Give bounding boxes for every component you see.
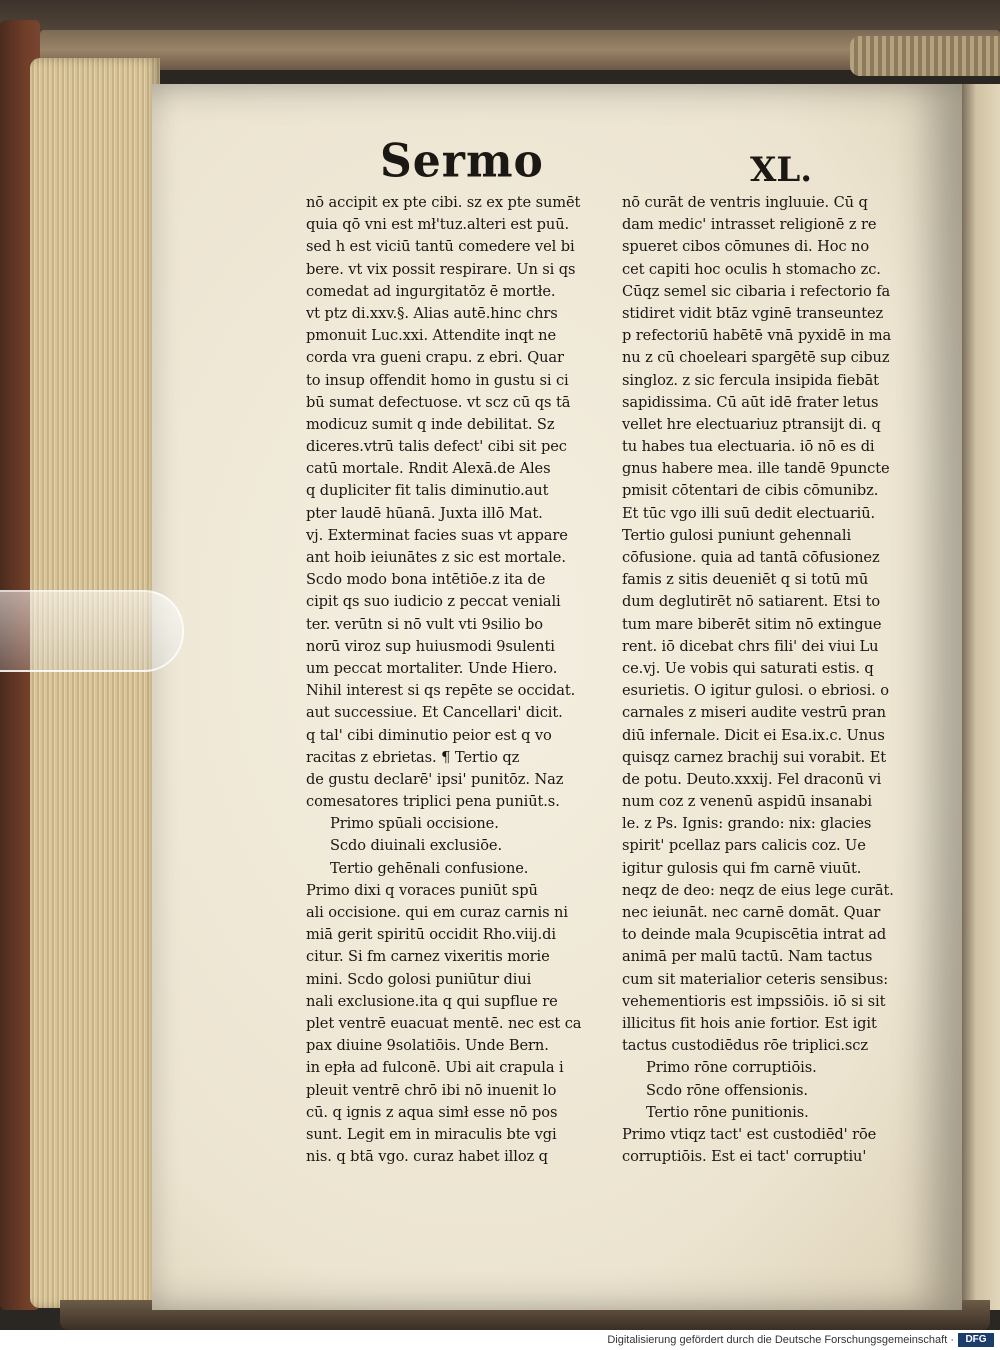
right-column-text-line: spueret cibos cōmunes di. Hoc no <box>622 238 870 256</box>
left-column-text-line: nali exclusione.ita q qui supflue re <box>306 992 558 1010</box>
left-column-text-line: in epła ad fulconē. Ubi ait crapula i <box>306 1059 564 1077</box>
right-column-text-line: corruptiōis. Est ei tact' corruptiu' <box>622 1148 867 1166</box>
right-column-text-line: Tertio rōne punitionis. <box>646 1103 809 1121</box>
right-column-text-line: p refectoriū habētē vnā pyxidē in ma <box>622 327 892 345</box>
left-column-text-line: pter laudē hūanā. Juxta illō Mat. <box>306 504 543 522</box>
right-column-text-line: rent. iō dicebat chrs fili' dei viui Lu <box>622 637 879 655</box>
left-column-text-line: vt ptz di.xxv.§. Alias autē.hinc chrs <box>306 304 558 322</box>
right-column-text-line: ce.vj. Ue vobis qui saturati estis. q <box>622 659 874 677</box>
left-column-text-line: Scdo modo bona intētiōe.z ita de <box>306 571 546 589</box>
left-column-text-line: nō accipit ex pte cibi. sz ex pte sumēt <box>306 194 581 211</box>
right-column-text-line: famis z sitis deueniēt q si totū mū <box>622 571 869 589</box>
right-column-text-line: singloz. z sic fercula insipida fiebāt <box>622 371 879 389</box>
right-column-text-line: cum sit materialior ceteris sensibus: <box>622 970 889 988</box>
left-column-text-line: ant hoib ieiunātes z sic est mortale. <box>306 549 566 566</box>
page-stack-edge <box>30 58 160 1308</box>
left-column-text-line: Primo spūali occisione. <box>330 815 499 833</box>
left-column-text-line: corda vra gueni crapu. z ebri. Quar <box>306 349 564 367</box>
left-column-text-line: pmonuit Luc.xxi. Attendite inqt ne <box>306 327 556 345</box>
left-column-text-line: Tertio gehēnali confusione. <box>330 859 529 877</box>
right-column-text-line: num coz z venenū aspidū insanabi <box>622 793 872 811</box>
running-head-title: Sermo <box>380 134 544 189</box>
left-column-text-line: citur. Si fm carnez vixeritis morie <box>306 948 550 966</box>
right-column-text-line: neqz de deo: neqz de eius lege curāt. <box>622 881 894 899</box>
left-column-text-line: ali occisione. qui em curaz carnis ni <box>306 904 568 921</box>
left-column-text-line: cū. q ignis z aqua simł esse nō pos <box>306 1103 558 1121</box>
right-column-text-line: carnales z miseri audite vestrū pran <box>622 704 886 722</box>
left-column-text-line: um peccat mortaliter. Unde Hiero. <box>306 659 558 677</box>
right-column-text-line: gnus habere mea. ille tandē 9puncte <box>622 460 890 478</box>
right-column-text-line: Scdo rōne offensionis. <box>646 1081 808 1099</box>
left-column-text-line: norū viroz sup huiusmodi 9sulenti <box>306 637 555 655</box>
right-column-text-line: nu z cū choeleari spargētē sup cibuz <box>622 349 890 367</box>
left-column-text-line: sed h est viciū tantū comedere vel bi <box>306 238 575 256</box>
left-column-text-line: Primo dixi q voraces puniūt spū <box>306 881 538 899</box>
dfg-logo: DFG <box>958 1333 994 1347</box>
left-column-text-line: mini. Scdo golosi puniūtur diui <box>306 970 532 988</box>
right-column-text-line: sapidissima. Cū aūt idē frater letus <box>622 393 879 411</box>
facing-page-edge <box>960 84 1000 1310</box>
left-column-text-line: racitas z ebrietas. ¶ Tertio qz <box>306 748 520 766</box>
left-column-text-line: quia qō vni est mł'tuz.alteri est puū. <box>306 216 570 234</box>
left-column-text-line: q dupliciter fit talis diminutio.aut <box>306 482 549 500</box>
right-column-text-line: esurietis. O igitur gulosi. o ebriosi. o <box>622 682 889 700</box>
right-column-text-line: vehementioris est impssiōis. iō si sit <box>622 992 886 1010</box>
right-column-text-line: quisqz carnez brachij sui vorabit. Et <box>622 748 887 766</box>
right-column-text-line: tum mare biberēt sitim nō extingue <box>622 615 882 633</box>
left-column-text-line: q tal' cibi diminutio peior est q vo <box>306 726 552 744</box>
left-column-text-line: ter. verūtn si nō vult vti 9silio bo <box>306 615 543 633</box>
right-column-text-line: tu habes tua electuaria. iō nō es di <box>622 438 875 456</box>
left-column-text-line: comesatores triplici pena puniūt.s. <box>306 793 560 811</box>
left-column-text-line: pleuit ventrē chrō ibi nō inuenit lo <box>306 1081 557 1099</box>
page-clamp <box>0 590 184 672</box>
folio-number: XL. <box>750 150 813 190</box>
left-column-text-line: pax diuine 9solatiōis. Unde Bern. <box>306 1037 549 1055</box>
right-column-text-line: pmisit cōtentari de cibis cōmunibz. <box>622 482 879 500</box>
right-column-text-line: Primo vtiqz tact' est custodiēd' rōe <box>622 1125 877 1143</box>
right-column-text-line: to deinde mala 9cupiscētia intrat ad <box>622 926 887 944</box>
left-column-text-line: comedat ad ingurgitatōz ē mortłe. <box>306 282 556 300</box>
right-column-text-line: dam medic' intrasset religionē z re <box>622 216 877 234</box>
left-column-text-line: to insup offendit homo in gustu si ci <box>306 371 569 389</box>
right-column-text-line: Primo rōne corruptiōis. <box>646 1059 817 1077</box>
right-column-text-line: vellet hre electuariuz ptransijt di. q <box>622 415 881 433</box>
left-column-text-line: miā gerit spiritū occidit Rho.viij.di <box>306 926 556 944</box>
left-column-text-line: diceres.vtrū talis defect' cibi sit pec <box>306 438 567 456</box>
right-column-text-line: Tertio gulosi puniunt gehennali <box>622 526 852 544</box>
right-column-text-line: cet capiti hoc oculis h stomacho zc. <box>622 260 881 278</box>
right-column-text-line: nec ieiunāt. nec carnē domāt. Quar <box>622 904 881 921</box>
right-column-text-line: tactus custodiēdus rōe triplici.scz <box>622 1037 868 1055</box>
right-column-text-line: illicitus fit hois anie fortior. Est igit <box>622 1014 877 1032</box>
right-column-text-line: diū infernale. Dicit ei Esa.ix.c. Unus <box>622 726 885 744</box>
right-column-text-line: nō curāt de ventris ingluuie. Cū q <box>622 194 868 211</box>
headband <box>850 36 1000 76</box>
left-column-text-line: bere. vt vix possit respirare. Un si qs <box>306 260 576 278</box>
right-column-text-line: igitur gulosis qui fm carnē viuūt. <box>622 859 862 877</box>
right-column-text-line: cōfusione. quia ad tantā cōfusionez <box>622 549 880 566</box>
footer-credit: Digitalisierung gefördert durch die Deutsche Forschungsgemeinschaft · <box>607 1334 954 1346</box>
left-column-text-line: nis. q btā vgo. curaz habet illoz q <box>306 1148 548 1166</box>
right-column-text-line: Cūqz semel sic cibaria i refectorio fa <box>622 282 891 300</box>
left-column-text-line: modicuz sumit q inde debilitat. Sz <box>306 415 555 433</box>
left-column-text-line: Nihil interest si qs repēte se occidat. <box>306 682 576 700</box>
left-column-text-line: Scdo diuinali exclusiōe. <box>330 837 503 855</box>
left-column-text-line: cipit qs suo iudicio z peccat veniali <box>306 593 561 611</box>
text-column-left <box>306 192 606 1168</box>
left-column-text-line: sunt. Legit em in miraculis bte vgi <box>306 1125 557 1143</box>
left-column-text-line: catū mortale. Rndit Alexā.de Ales <box>306 460 551 478</box>
right-column-text-line: stidiret vidit btāz vginē transeuntez <box>622 304 884 322</box>
right-column-text-line: spirit' pcellaz pars calicis coz. Ue <box>622 837 866 855</box>
right-column-text-line: de potu. Deuto.xxxij. Fel draconū vi <box>622 770 882 788</box>
right-column-text-line: animā per malū tactū. Nam tactus <box>622 948 873 966</box>
right-column-text-line: Et tūc vgo illi suū dedit electuariū. <box>622 504 876 522</box>
left-column-text-line: aut successiue. Et Cancellari' dicit. <box>306 704 563 722</box>
right-column-text-line: dum deglutirēt nō satiarent. Etsi to <box>622 593 881 611</box>
right-column-text-line: le. z Ps. Ignis: grando: nix: glacies <box>622 815 872 833</box>
text-column-right <box>622 192 912 1168</box>
left-column-text-line: de gustu declarē' ipsi' punitōz. Naz <box>306 770 564 788</box>
left-column-text-line: bū sumat defectuose. vt scz cū qs tā <box>306 393 571 411</box>
footer-bar <box>0 1330 1000 1350</box>
left-column-text-line: plet ventrē euacuat mentē. nec est ca <box>306 1014 582 1032</box>
left-column-text-line: vj. Exterminat facies suas vt appare <box>306 526 568 544</box>
